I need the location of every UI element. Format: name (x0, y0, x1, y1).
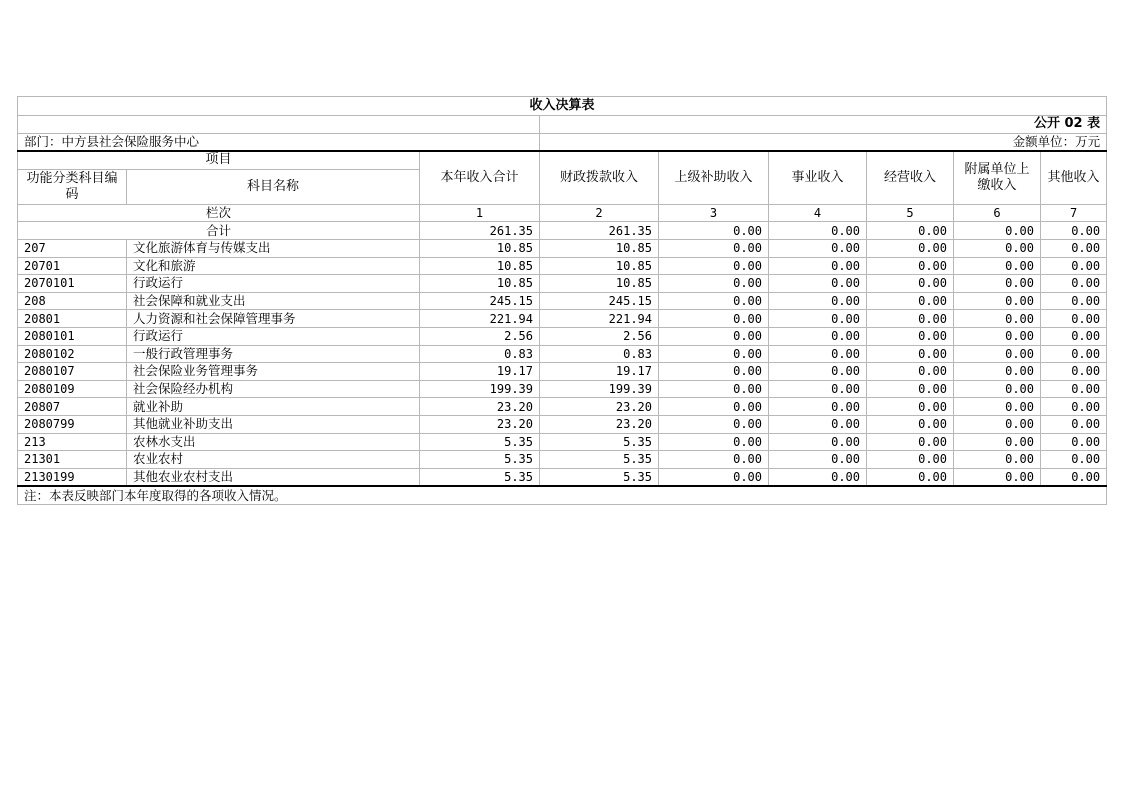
amount-col-7: 0.00 (1041, 310, 1107, 328)
amount-col-4: 0.00 (769, 310, 867, 328)
total-value-7: 0.00 (1041, 222, 1107, 240)
amount-col-1: 10.85 (420, 239, 540, 257)
amount-col-6: 0.00 (954, 275, 1041, 293)
amount-col-4: 0.00 (769, 451, 867, 469)
header-col-5: 经营收入 (867, 151, 954, 204)
amount-col-5: 0.00 (867, 327, 954, 345)
table-row (18, 327, 1107, 345)
amount-col-3: 0.00 (659, 451, 769, 469)
amount-col-2: 245.15 (540, 292, 659, 310)
header-row-1 (18, 151, 1107, 169)
amount-col-1: 5.35 (420, 451, 540, 469)
table-number: 公开 02 表 (540, 116, 1107, 134)
total-value-1: 261.35 (420, 222, 540, 240)
amount-col-7: 0.00 (1041, 257, 1107, 275)
table-row (18, 415, 1107, 433)
department-row (18, 133, 1107, 151)
column-index-7: 7 (1041, 204, 1107, 222)
amount-col-5: 0.00 (867, 363, 954, 381)
subject-name: 行政运行 (127, 275, 420, 293)
subject-code: 213 (18, 433, 127, 451)
subject-name: 社会保险业务管理事务 (127, 363, 420, 381)
header-col-3: 上级补助收入 (659, 151, 769, 204)
subject-name: 社会保障和就业支出 (127, 292, 420, 310)
amount-col-2: 5.35 (540, 433, 659, 451)
header-col-6: 附属单位上缴收入 (954, 151, 1041, 204)
amount-col-2: 221.94 (540, 310, 659, 328)
amount-col-4: 0.00 (769, 415, 867, 433)
amount-col-4: 0.00 (769, 468, 867, 486)
amount-col-4: 0.00 (769, 327, 867, 345)
header-code: 功能分类科目编码 (18, 169, 127, 204)
column-index-4: 4 (769, 204, 867, 222)
amount-col-6: 0.00 (954, 257, 1041, 275)
subject-name: 人力资源和社会保障管理事务 (127, 310, 420, 328)
amount-col-3: 0.00 (659, 257, 769, 275)
total-row (18, 222, 1107, 240)
amount-col-2: 2.56 (540, 327, 659, 345)
amount-col-1: 10.85 (420, 275, 540, 293)
subject-code: 2080799 (18, 415, 127, 433)
subject-code: 207 (18, 239, 127, 257)
amount-col-1: 19.17 (420, 363, 540, 381)
amount-col-2: 19.17 (540, 363, 659, 381)
total-value-3: 0.00 (659, 222, 769, 240)
subject-name: 文化和旅游 (127, 257, 420, 275)
amount-col-1: 5.35 (420, 468, 540, 486)
amount-col-1: 0.83 (420, 345, 540, 363)
amount-col-2: 10.85 (540, 239, 659, 257)
amount-col-2: 23.20 (540, 415, 659, 433)
amount-col-2: 199.39 (540, 380, 659, 398)
table-row (18, 275, 1107, 293)
amount-col-2: 0.83 (540, 345, 659, 363)
amount-col-3: 0.00 (659, 398, 769, 416)
amount-col-5: 0.00 (867, 275, 954, 293)
amount-col-6: 0.00 (954, 415, 1041, 433)
amount-col-6: 0.00 (954, 292, 1041, 310)
subject-name: 行政运行 (127, 327, 420, 345)
subject-code: 20807 (18, 398, 127, 416)
amount-col-7: 0.00 (1041, 380, 1107, 398)
amount-col-3: 0.00 (659, 327, 769, 345)
amount-col-7: 0.00 (1041, 415, 1107, 433)
header-col-4: 事业收入 (769, 151, 867, 204)
amount-col-6: 0.00 (954, 363, 1041, 381)
amount-col-1: 2.56 (420, 327, 540, 345)
note-row (18, 486, 1107, 504)
table-title: 收入决算表 (18, 97, 1107, 116)
amount-col-1: 199.39 (420, 380, 540, 398)
subject-code: 2080101 (18, 327, 127, 345)
table-row (18, 257, 1107, 275)
subject-name: 一般行政管理事务 (127, 345, 420, 363)
amount-col-4: 0.00 (769, 345, 867, 363)
amount-col-3: 0.00 (659, 239, 769, 257)
column-index-5: 5 (867, 204, 954, 222)
title-row (18, 97, 1107, 116)
amount-col-1: 23.20 (420, 415, 540, 433)
subject-code: 2130199 (18, 468, 127, 486)
income-table (17, 96, 1107, 505)
amount-col-6: 0.00 (954, 239, 1041, 257)
subject-code: 21301 (18, 451, 127, 469)
amount-col-4: 0.00 (769, 292, 867, 310)
column-index-1: 1 (420, 204, 540, 222)
header-col-1: 本年收入合计 (420, 151, 540, 204)
amount-col-4: 0.00 (769, 363, 867, 381)
table-row (18, 292, 1107, 310)
amount-col-6: 0.00 (954, 468, 1041, 486)
subject-code: 2070101 (18, 275, 127, 293)
amount-col-3: 0.00 (659, 292, 769, 310)
subject-code: 20801 (18, 310, 127, 328)
amount-col-7: 0.00 (1041, 468, 1107, 486)
amount-col-5: 0.00 (867, 292, 954, 310)
amount-col-5: 0.00 (867, 257, 954, 275)
amount-col-3: 0.00 (659, 275, 769, 293)
column-index-label: 栏次 (18, 204, 420, 222)
income-statement-sheet (17, 96, 1106, 505)
column-index-row (18, 204, 1107, 222)
subject-code: 2080107 (18, 363, 127, 381)
unit-label: 金额单位：万元 (540, 133, 1107, 151)
amount-col-2: 10.85 (540, 257, 659, 275)
amount-col-1: 245.15 (420, 292, 540, 310)
table-row (18, 398, 1107, 416)
amount-col-5: 0.00 (867, 310, 954, 328)
table-number-row (18, 116, 1107, 134)
amount-col-4: 0.00 (769, 433, 867, 451)
amount-col-6: 0.00 (954, 310, 1041, 328)
amount-col-4: 0.00 (769, 380, 867, 398)
note-text: 注：本表反映部门本年度取得的各项收入情况。 (18, 486, 1107, 504)
amount-col-6: 0.00 (954, 345, 1041, 363)
total-value-2: 261.35 (540, 222, 659, 240)
total-value-5: 0.00 (867, 222, 954, 240)
subject-code: 2080109 (18, 380, 127, 398)
subject-code: 20701 (18, 257, 127, 275)
amount-col-6: 0.00 (954, 327, 1041, 345)
amount-col-1: 10.85 (420, 257, 540, 275)
subject-name: 社会保险经办机构 (127, 380, 420, 398)
amount-col-2: 5.35 (540, 468, 659, 486)
amount-col-5: 0.00 (867, 415, 954, 433)
table-row (18, 239, 1107, 257)
table-row (18, 310, 1107, 328)
amount-col-2: 10.85 (540, 275, 659, 293)
subject-name: 农业农村 (127, 451, 420, 469)
amount-col-2: 5.35 (540, 451, 659, 469)
department-label: 部门：中方县社会保险服务中心 (18, 133, 540, 151)
amount-col-6: 0.00 (954, 433, 1041, 451)
subject-name: 农林水支出 (127, 433, 420, 451)
data-rows (18, 239, 1107, 486)
amount-col-6: 0.00 (954, 451, 1041, 469)
amount-col-5: 0.00 (867, 345, 954, 363)
amount-col-1: 221.94 (420, 310, 540, 328)
amount-col-7: 0.00 (1041, 292, 1107, 310)
amount-col-3: 0.00 (659, 363, 769, 381)
header-col-7: 其他收入 (1041, 151, 1107, 204)
amount-col-7: 0.00 (1041, 345, 1107, 363)
total-label: 合计 (18, 222, 420, 240)
table-row (18, 380, 1107, 398)
amount-col-3: 0.00 (659, 345, 769, 363)
amount-col-2: 23.20 (540, 398, 659, 416)
header-col-2: 财政拨款收入 (540, 151, 659, 204)
amount-col-7: 0.00 (1041, 275, 1107, 293)
amount-col-5: 0.00 (867, 398, 954, 416)
amount-col-4: 0.00 (769, 398, 867, 416)
subject-name: 文化旅游体育与传媒支出 (127, 239, 420, 257)
subject-code: 208 (18, 292, 127, 310)
table-row (18, 468, 1107, 486)
total-value-4: 0.00 (769, 222, 867, 240)
column-index-3: 3 (659, 204, 769, 222)
table-row (18, 451, 1107, 469)
amount-col-7: 0.00 (1041, 363, 1107, 381)
amount-col-7: 0.00 (1041, 239, 1107, 257)
amount-col-4: 0.00 (769, 239, 867, 257)
column-index-6: 6 (954, 204, 1041, 222)
amount-col-3: 0.00 (659, 415, 769, 433)
amount-col-4: 0.00 (769, 257, 867, 275)
amount-col-3: 0.00 (659, 380, 769, 398)
amount-col-5: 0.00 (867, 451, 954, 469)
amount-col-5: 0.00 (867, 433, 954, 451)
subject-name: 其他就业补助支出 (127, 415, 420, 433)
total-value-6: 0.00 (954, 222, 1041, 240)
subject-code: 2080102 (18, 345, 127, 363)
amount-col-7: 0.00 (1041, 327, 1107, 345)
amount-col-3: 0.00 (659, 310, 769, 328)
amount-col-3: 0.00 (659, 468, 769, 486)
table-row (18, 345, 1107, 363)
amount-col-1: 23.20 (420, 398, 540, 416)
table-row (18, 433, 1107, 451)
column-index-2: 2 (540, 204, 659, 222)
header-name: 科目名称 (127, 169, 420, 204)
amount-col-5: 0.00 (867, 468, 954, 486)
amount-col-1: 5.35 (420, 433, 540, 451)
amount-col-7: 0.00 (1041, 398, 1107, 416)
amount-col-7: 0.00 (1041, 451, 1107, 469)
subject-name: 其他农业农村支出 (127, 468, 420, 486)
amount-col-5: 0.00 (867, 239, 954, 257)
amount-col-6: 0.00 (954, 380, 1041, 398)
amount-col-7: 0.00 (1041, 433, 1107, 451)
amount-col-6: 0.00 (954, 398, 1041, 416)
table-row (18, 363, 1107, 381)
amount-col-4: 0.00 (769, 275, 867, 293)
header-item: 项目 (18, 151, 420, 169)
subject-name: 就业补助 (127, 398, 420, 416)
amount-col-5: 0.00 (867, 380, 954, 398)
amount-col-3: 0.00 (659, 433, 769, 451)
